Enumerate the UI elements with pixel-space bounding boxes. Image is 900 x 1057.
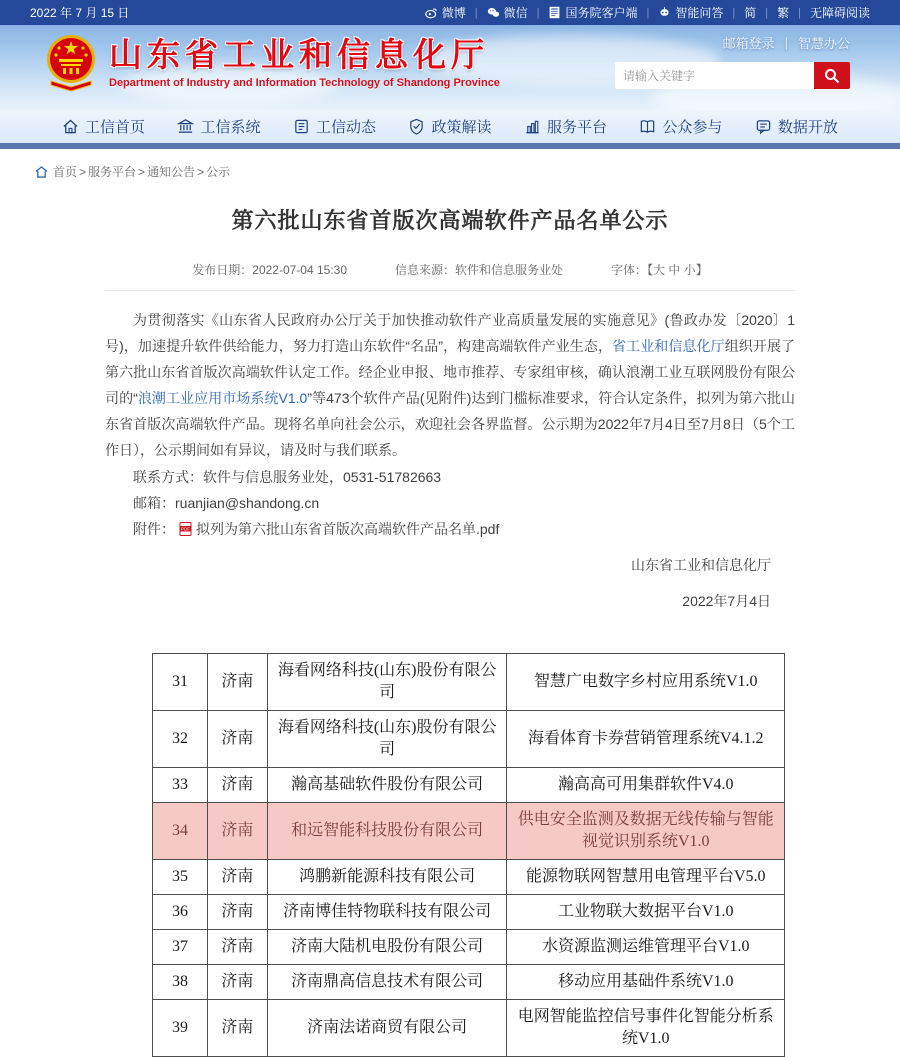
product-cell: 供电安全监测及数据无线传输与智能视觉识别系统V1.0 (507, 803, 785, 860)
email-line: 邮箱：ruanjian@shandong.cn (133, 495, 320, 511)
article (105, 204, 795, 613)
speech-bubble-icon (755, 118, 772, 135)
table-row (153, 895, 785, 930)
signature-org: 山东省工业和信息化厅 (631, 557, 771, 573)
separator: | (732, 6, 736, 19)
city-cell: 济南 (207, 711, 267, 768)
city-cell: 济南 (207, 1000, 267, 1057)
current-date: 2022 年 7 月 15 日 (30, 6, 130, 20)
info-source: 信息来源：软件和信息服务业处 (395, 263, 564, 277)
table-row (153, 930, 785, 965)
city-cell: 济南 (207, 965, 267, 1000)
nav-system[interactable]: 工信系统 (177, 116, 260, 137)
separator: | (536, 6, 540, 19)
home-icon (35, 166, 48, 178)
company-cell: 瀚高基础软件股份有限公司 (267, 768, 507, 803)
table-row (153, 803, 785, 860)
crumb-service[interactable]: 服务平台 (88, 165, 137, 179)
table-row (153, 1000, 785, 1057)
nav-opendata[interactable]: 数据开放 (755, 116, 838, 137)
separator: | (798, 6, 801, 19)
nav-news[interactable]: 工信动态 (293, 116, 376, 137)
site-header (0, 25, 900, 110)
city-cell: 济南 (207, 930, 267, 965)
separator: | (765, 6, 769, 19)
main-navigation (0, 110, 900, 143)
row-number-cell: 31 (153, 654, 208, 711)
signature-date: 2022年7月4日 (682, 593, 771, 609)
table-row (153, 768, 785, 803)
separator: | (474, 6, 478, 19)
table-row (153, 860, 785, 895)
company-cell: 海看网络科技(山东)股份有限公司 (267, 711, 507, 768)
city-cell: 济南 (207, 803, 267, 860)
table-row (153, 654, 785, 711)
search-input[interactable] (615, 62, 814, 89)
wechat-icon (487, 6, 500, 19)
breadcrumb: 首页 > 服务平台 > 通知公告 > 公示 (0, 149, 900, 186)
nav-home[interactable]: 工信首页 (62, 116, 145, 137)
weibo-link[interactable]: 微博 (425, 4, 466, 21)
article-title: 第六批山东省首版次高端软件产品名单公示 (231, 208, 669, 233)
company-cell: 济南法诺商贸有限公司 (267, 1000, 507, 1057)
software-product-table (152, 653, 785, 1057)
site-logo[interactable] (45, 33, 500, 93)
site-title: 山东省工业和信息化厅 (109, 36, 489, 74)
home-icon (62, 118, 79, 135)
crumb-notices[interactable]: 通知公告 (147, 165, 196, 179)
city-cell: 济南 (207, 895, 267, 930)
crumb-publicity[interactable]: 公示 (206, 165, 231, 179)
site-search (615, 62, 850, 89)
attachment-link[interactable]: 拟列为第六批山东省首版次高端软件产品名单.pdf (196, 521, 500, 537)
company-cell: 海看网络科技(山东)股份有限公司 (267, 654, 507, 711)
bank-icon (177, 118, 194, 135)
document-icon (293, 118, 310, 135)
row-number-cell: 34 (153, 803, 208, 860)
article-meta (105, 261, 795, 291)
table-row (153, 965, 785, 1000)
product-link[interactable]: 浪潮工业应用市场系统V1.0 (137, 390, 308, 406)
nav-participation[interactable]: 公众参与 (639, 116, 722, 137)
chart-icon (524, 118, 541, 135)
attachment-line: 附件： PDF 拟列为第六批山东省首版次高端软件产品名单.pdf (105, 517, 795, 541)
product-cell: 移动应用基础件系统V1.0 (507, 965, 785, 1000)
row-number-cell: 32 (153, 711, 208, 768)
pdf-icon (179, 522, 192, 536)
robot-icon (658, 6, 671, 19)
row-number-cell: 39 (153, 1000, 208, 1057)
row-number-cell: 37 (153, 930, 208, 965)
row-number-cell: 33 (153, 768, 208, 803)
traditional-chinese-link[interactable]: 繁 (777, 6, 790, 20)
contact-line: 联系方式：软件与信息服务业处，0531-51782663 (133, 469, 442, 485)
company-cell: 和远智能科技股份有限公司 (267, 803, 507, 860)
city-cell: 济南 (207, 768, 267, 803)
row-number-cell: 36 (153, 895, 208, 930)
simplified-chinese-link[interactable]: 简 (744, 6, 757, 20)
separator: | (646, 6, 650, 19)
row-number-cell: 38 (153, 965, 208, 1000)
nav-service[interactable]: 服务平台 (524, 116, 607, 137)
smart-office-link[interactable]: 智慧办公 (797, 36, 850, 51)
wechat-link[interactable]: 微信 (487, 4, 528, 21)
table-row (153, 711, 785, 768)
company-cell: 济南大陆机电股份有限公司 (267, 930, 507, 965)
company-cell: 鸿鹏新能源科技有限公司 (267, 860, 507, 895)
company-cell: 济南博佳特物联科技有限公司 (267, 895, 507, 930)
svg-text:PDF: PDF (181, 526, 190, 532)
book-icon (639, 118, 656, 135)
email-address: ruanjian@shandong.cn (175, 495, 320, 511)
national-emblem-icon (45, 33, 97, 93)
accessibility-link[interactable]: 无障碍阅读 (809, 6, 870, 20)
site-subtitle: Department of Industry and Information Technology of Shandong Province (109, 76, 500, 89)
crumb-home[interactable]: 首页 (53, 165, 78, 179)
product-cell: 智慧广电数字乡村应用系统V1.0 (507, 654, 785, 711)
product-cell: 电网智能监控信号事件化智能分析系统V1.0 (507, 1000, 785, 1057)
article-paragraph: 为贯彻落实《山东省人民政府办公厅关于加快推动软件产业高质量发展的实施意见》(鲁政办发〔2020〕1号)，加速提升软件供给能力，努力打造山东软件“名品”，构建高端软件产业生态，省工业和信息化厅组织开展了第六批山东省首版次高端软件认定工作。经企业申报、地市推荐、专家组审核，确认浪潮工业互联网股份有限公司的“浪潮工业应用市场系统V1.0”等473个软件产品(见附件)达到门槛标准要求，符合认定条件，拟列为第六批山东省首版次高端软件产品。现将名单向社会公示，欢迎社会各界监督。公示期为2022年7月4日至7月8日（5个工作日），公示期间如有异议，请及时与我们联系。 (105, 312, 796, 458)
gov-client-icon (548, 6, 561, 19)
product-cell: 能源物联网智慧用电管理平台V5.0 (507, 860, 785, 895)
separator: | (784, 35, 788, 50)
city-cell: 济南 (207, 654, 267, 711)
city-cell: 济南 (207, 860, 267, 895)
badge-icon (408, 118, 425, 135)
product-cell: 海看体育卡券营销管理系统V4.1.2 (507, 711, 785, 768)
search-icon (824, 68, 840, 84)
company-cell: 济南鼎高信息技术有限公司 (267, 965, 507, 1000)
weibo-icon (425, 6, 438, 19)
gov-client-link[interactable]: 国务院客户端 (548, 4, 637, 21)
smart-qa-link[interactable]: 智能问答 (658, 4, 723, 21)
font-size-buttons[interactable]: 【大 中 小】 (647, 263, 708, 277)
mail-login-link[interactable]: 邮箱登录 (722, 36, 775, 51)
nav-policy[interactable]: 政策解读 (408, 116, 491, 137)
row-number-cell: 35 (153, 860, 208, 895)
search-button[interactable] (814, 62, 850, 89)
publish-date: 发布日期：2022-07-04 15:30 (192, 263, 348, 277)
product-cell: 工业物联大数据平台V1.0 (507, 895, 785, 930)
font-size-controls: 字体：【大 中 小】 (611, 263, 708, 277)
top-utility-bar (0, 0, 900, 25)
dept-link[interactable]: 省工业和信息化厅 (612, 338, 725, 354)
product-cell: 瀚高高可用集群软件V4.0 (507, 768, 785, 803)
product-cell: 水资源监测运维管理平台V1.0 (507, 930, 785, 965)
